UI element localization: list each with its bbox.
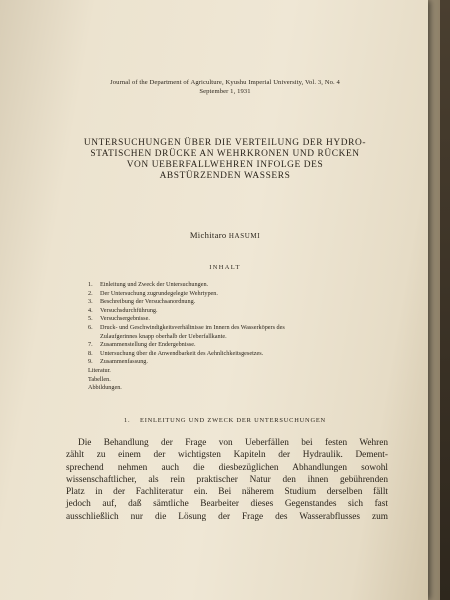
journal-citation: Journal of the Department of Agriculture, Kyushu Imperial University, Vol. 3, No. 4 [110, 79, 340, 86]
author-given-name: Michitaro [189, 230, 227, 240]
toc-item: 8. Untersuchung über die Anwendbarkeit des Aehnlichkeitsgesetzes. [88, 349, 264, 357]
title-line: UNTERSUCHUNGEN ÜBER DIE VERTEILUNG DER HYDRO- [83, 138, 367, 148]
body-line: sprechend nehmen auch die diesbezüglichen Abhandlungen sowohl [66, 462, 388, 473]
toc-item: 5. Versuchsergebnisse. [88, 315, 150, 323]
toc-item: Tabellen. [88, 375, 111, 383]
title-line: VON UEBERFALLWEHREN INFOLGE DES [126, 160, 324, 170]
toc-item: 9. Zusammenfassung. [88, 358, 148, 366]
journal-date: September 1, 1931 [199, 88, 251, 95]
body-line: Platz in der Fachliteratur ein. Bei näherem Studium derselben fällt [66, 487, 388, 498]
table-of-contents [88, 281, 388, 393]
body-line: Die Behandlung der Frage von Ueberfällen bei festen Wehren [78, 438, 388, 448]
title-line: STATISCHEN DRÜCKE AN WEHRKRONEN UND RÜCKEN [90, 149, 360, 159]
author-family-name: HASUMI [228, 232, 261, 240]
body-line: wissenschaftlicher, als rein praktischer Natur den ihnen gebührenden [66, 474, 388, 485]
toc-item: Abbildungen. [88, 384, 122, 392]
title-line: ABSTÜRZENDEN WASSERS [159, 171, 291, 181]
section-title: EINLEITUNG UND ZWECK DER UNTERSUCHUNGEN [140, 417, 326, 424]
toc-item: 6. Druck- und Geschwindigkeitsverhältnisse im Innern des Wasserköpers des [88, 323, 285, 331]
toc-heading: INHALT [209, 264, 241, 271]
section-number: 1. [124, 417, 131, 424]
toc-item: 3. Beschreibung der Versuchsanordnung. [88, 298, 196, 306]
toc-item: 2. Der Untersuchung zugrundegelegte Wehrtypen. [88, 289, 218, 297]
toc-item-continuation: Zulaufgerinnes knapp oberhalb der Ueberfallkante. [100, 332, 227, 340]
journal-header [40, 78, 410, 96]
section-heading [50, 417, 400, 424]
paper-title [50, 138, 400, 182]
body-line: jedoch auf, daß sämtliche Bearbeiter dieses Gegenstandes sich fast [66, 499, 388, 510]
body-paragraph [66, 437, 388, 523]
body-line: ausschließlich nur die Lösung der Frage des Wasserabflusses zum [66, 511, 388, 522]
toc-item: 1. Einleitung und Zweck der Untersuchungen. [88, 281, 209, 288]
toc-item: 4. Versuchsdurchführung. [88, 306, 158, 314]
toc-item: 7. Zusammenstellung der Endergebnisse. [88, 341, 196, 349]
toc-item: Literatur. [88, 366, 111, 374]
author-name [50, 230, 400, 240]
body-line: zählt zu einem der wichtigsten Kapiteln der Hydraulik. Dement- [66, 450, 388, 461]
